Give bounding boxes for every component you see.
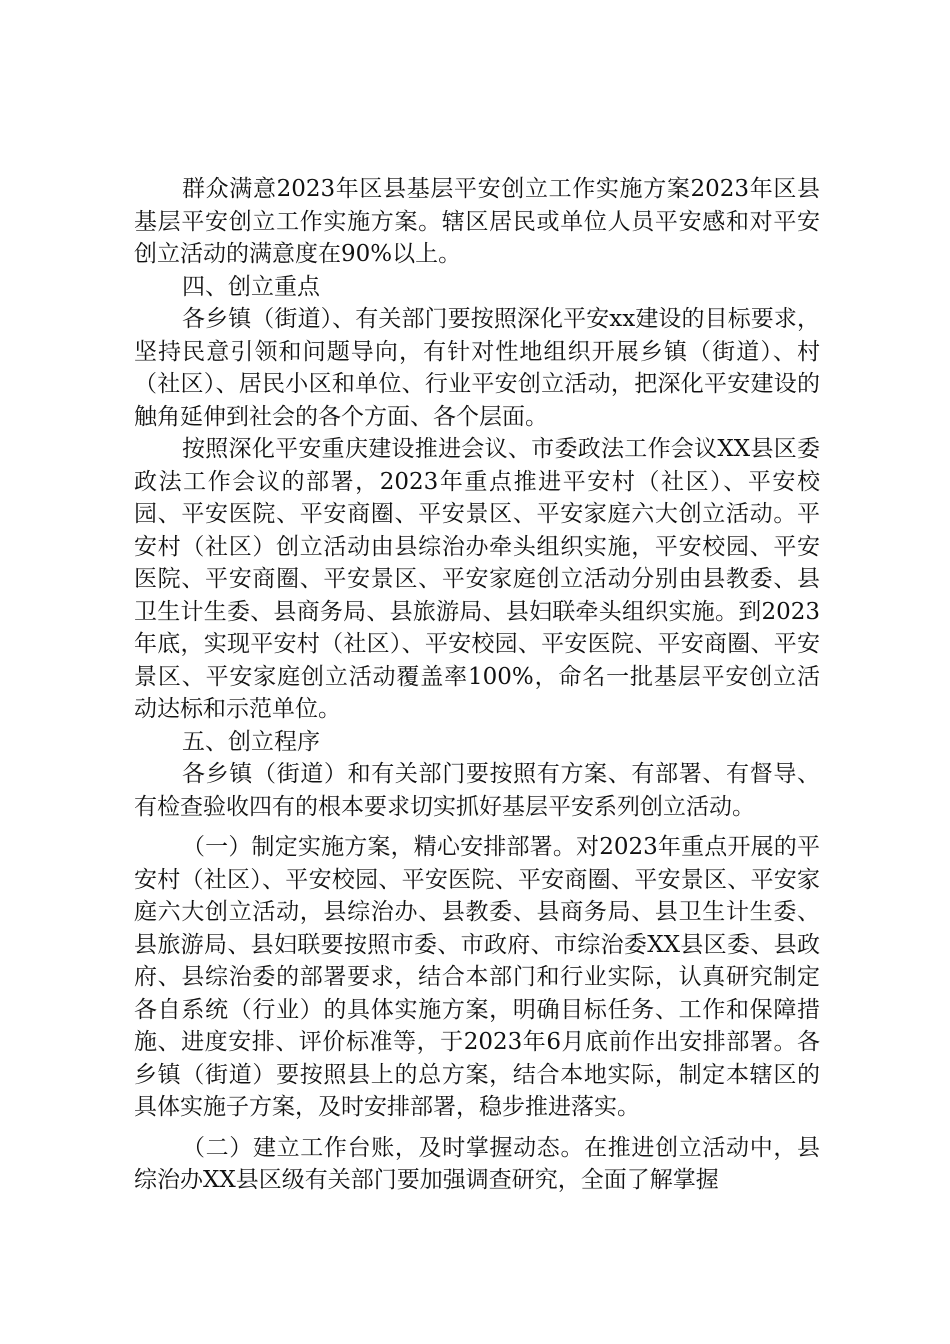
paragraph-deployment: 按照深化平安重庆建设推进会议、市委政法工作会议XX县区委政法工作会议的部署，2023年重点推进平安村（社区）、平安校园、平安医院、平安商圈、平安景区、平安家庭六大创立活动。平安村（社区）创立活动由县综治办牵头组织实施，平安校园、平安医院、平安商圈、平安景区、平安家庭创立活动分别由县教委、县卫生计生委、县商务局、县旅游局、县妇联牵头组织实施。到2023年底，实现平安村（社区）、平安校园、平安医院、平安商圈、平安景区、平安家庭创立活动覆盖率100%，命名一批基层平安创立活动达标和示范单位。 [134, 436, 820, 722]
document-body [134, 173, 820, 1197]
section-heading-procedure: 五、创立程序 [182, 728, 320, 755]
section-heading-key-points: 四、创立重点 [182, 273, 320, 300]
paragraph-key-points: 各乡镇（街道）、有关部门要按照深化平安xx建设的目标要求，坚持民意引领和问题导向，有针对性地组织开展乡镇（街道）、村（社区）、居民小区和单位、行业平安创立活动，把深化平安建设的触角延伸到社会的各个方面、各个层面。 [134, 306, 820, 430]
paragraph-plan: （一）制定实施方案，精心安排部署。对2023年重点开展的平安村（社区）、平安校园、平安医院、平安商圈、平安景区、平安家庭六大创立活动，县综治办、县教委、县商务局、县卫生计生委、县旅游局、县妇联要按照市委、市政府、市综治委XX县区委、县政府、县综治委的部署要求，结合本部门和行业实际，认真研究制定各自系统（行业）的具体实施方案，明确目标任务、工作和保障措施、进度安排、评价标准等，于2023年6月底前作出安排部署。各乡镇（街道）要按照县上的总方案，结合本地实际，制定本辖区的具体实施子方案，及时安排部署，稳步推进落实。 [134, 834, 820, 1120]
paragraph-ledger: （二）建立工作台账，及时掌握动态。在推进创立活动中，县综治办XX县区级有关部门要加强调查研究，全面了解掌握 [134, 1134, 820, 1193]
paragraph-satisfaction: 群众满意2023年区县基层平安创立工作实施方案2023年区县基层平安创立工作实施方案。辖区居民或单位人员平安感和对平安创立活动的满意度在90%以上。 [134, 176, 820, 267]
paragraph-procedure: 各乡镇（街道）和有关部门要按照有方案、有部署、有督导、有检查验收四有的根本要求切实抓好基层平安系列创立活动。 [134, 761, 820, 820]
